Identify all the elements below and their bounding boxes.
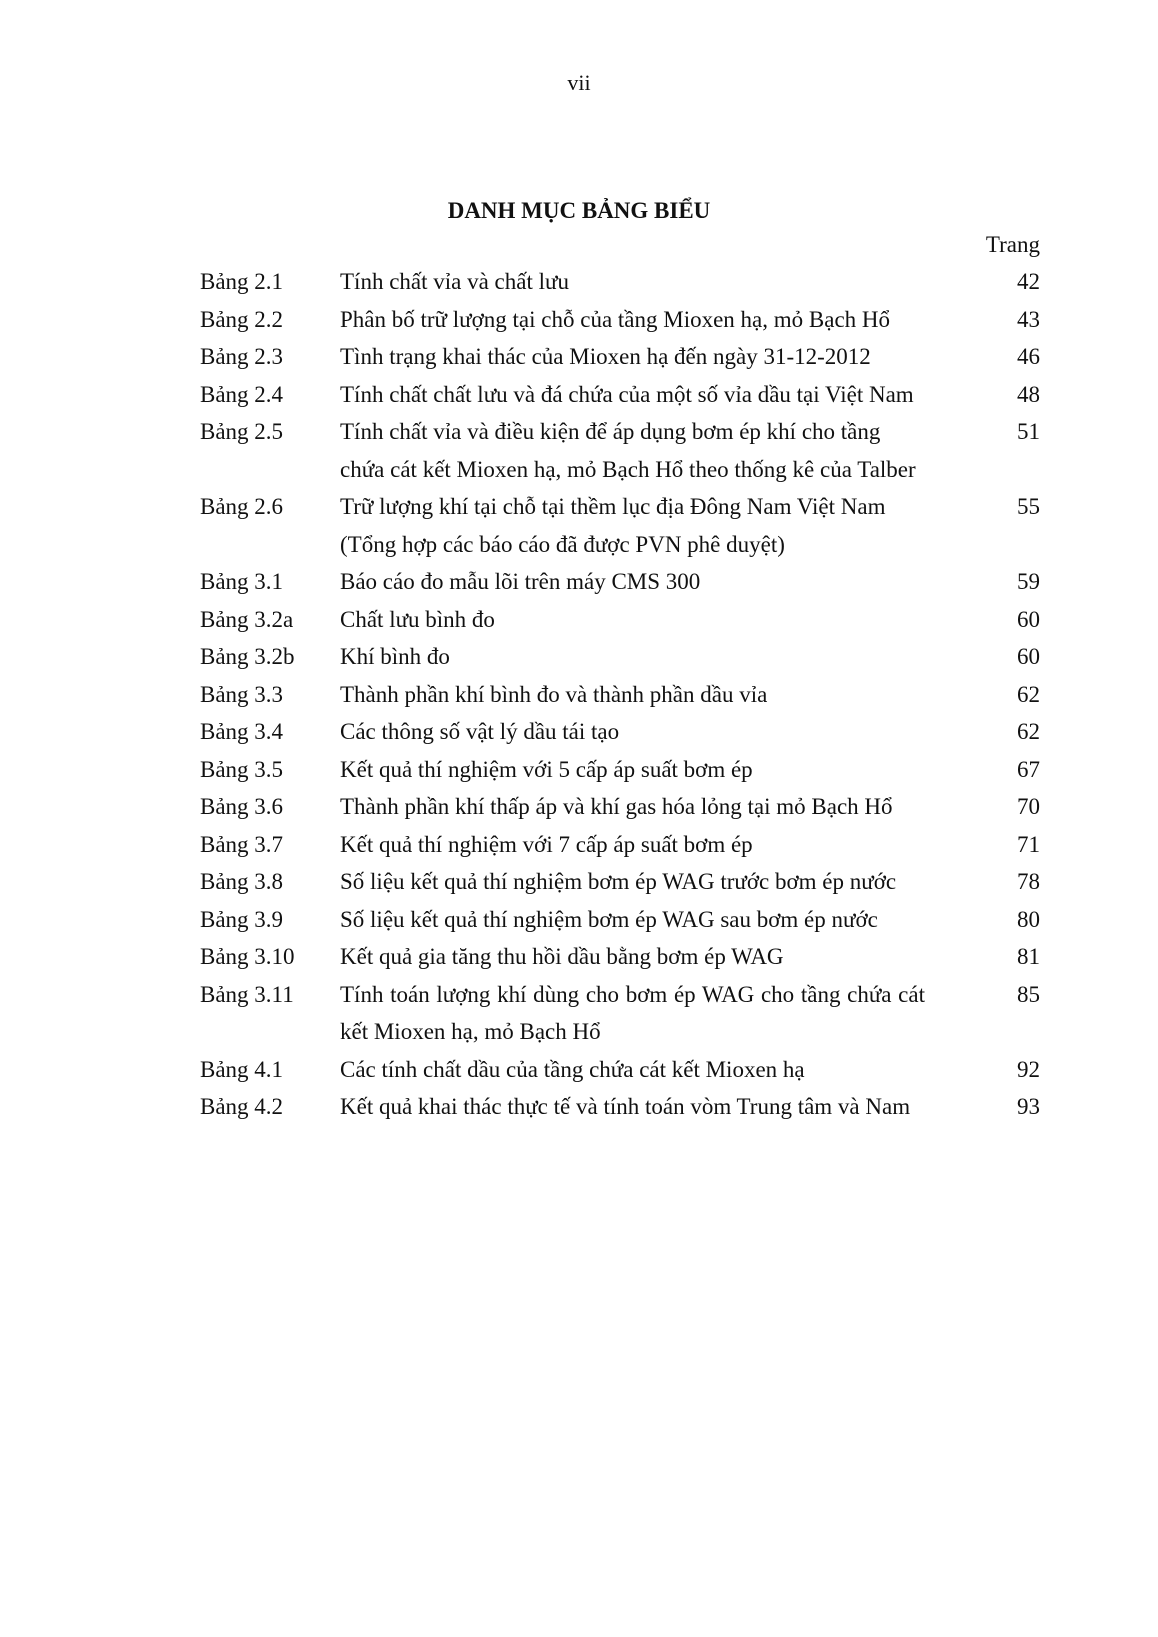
table-label: Bảng 2.2 — [200, 306, 284, 332]
list-item — [200, 601, 1040, 639]
table-label: Bảng 2.5 — [200, 419, 284, 444]
list-item — [200, 713, 1040, 751]
table-label: Bảng 3.10 — [200, 944, 295, 969]
list-item — [200, 413, 1040, 488]
table-caption: Kết quả thí nghiệm với 5 cấp áp suất bơm ép — [340, 756, 753, 782]
table-caption: Báo cáo đo mẫu lõi trên máy CMS 300 — [340, 569, 701, 594]
table-caption: Các thông số vật lý dầu tái tạo — [340, 719, 620, 744]
table-label: Bảng 2.1 — [200, 269, 284, 294]
list-item — [200, 1051, 1040, 1089]
page-ref: 80 — [1017, 906, 1040, 932]
table-caption: Chất lưu bình đo — [340, 606, 495, 632]
list-item — [200, 751, 1040, 789]
list-item — [200, 488, 1040, 563]
table-label: Bảng 4.1 — [200, 1056, 284, 1082]
table-caption: Thành phần khí bình đo và thành phần dầu vỉa — [340, 681, 768, 707]
table-label: Bảng 3.1 — [200, 569, 284, 594]
table-caption: Thành phần khí thấp áp và khí gas hóa lỏng tại mỏ Bạch Hổ — [340, 794, 893, 819]
table-caption: Trữ lượng khí tại chỗ tại thềm lục địa Đông Nam Việt Nam (Tổng hợp các báo cáo đã được PVN phê duyệt) — [340, 494, 886, 557]
table-caption: Phân bố trữ lượng tại chỗ của tầng Mioxen hạ, mỏ Bạch Hổ — [340, 306, 891, 332]
table-caption: Tình trạng khai thác của Mioxen hạ đến ngày 31-12-2012 — [340, 344, 871, 369]
page-ref: 85 — [1017, 981, 1040, 1007]
list-item — [200, 338, 1040, 376]
table-label: Bảng 3.7 — [200, 831, 284, 857]
list-item — [200, 676, 1040, 714]
page-ref: 59 — [1017, 569, 1040, 594]
table-label: Bảng 3.9 — [200, 906, 284, 932]
list-item — [200, 788, 1040, 826]
page-ref: 46 — [1017, 344, 1040, 369]
page-ref: 81 — [1017, 944, 1040, 969]
page-ref: 71 — [1017, 831, 1040, 857]
table-caption: Tính chất vỉa và điều kiện để áp dụng bơm ép khí cho tầng chứa cát kết Mioxen hạ, mỏ Bạch Hổ theo thống kê của Talber — [340, 419, 916, 482]
table-label: Bảng 3.5 — [200, 756, 284, 782]
page-column-label: Trang — [985, 232, 1040, 257]
table-label: Bảng 4.2 — [200, 1094, 284, 1119]
table-list — [200, 263, 1040, 1126]
table-label: Bảng 3.8 — [200, 869, 284, 894]
table-label: Bảng 3.2b — [200, 644, 295, 669]
list-item — [200, 1088, 1040, 1126]
list-item — [200, 376, 1040, 414]
page-number: vii — [567, 70, 591, 95]
page-ref: 92 — [1017, 1056, 1040, 1082]
table-label: Bảng 3.6 — [200, 794, 284, 819]
table-caption: Khí bình đo — [340, 644, 450, 669]
page-ref: 62 — [1017, 681, 1040, 707]
list-item — [200, 826, 1040, 864]
page-ref: 43 — [1017, 306, 1040, 332]
table-caption: Kết quả gia tăng thu hồi dầu bằng bơm ép WAG — [340, 944, 784, 969]
table-caption: Kết quả thí nghiệm với 7 cấp áp suất bơm ép — [340, 831, 753, 857]
page-ref: 70 — [1017, 794, 1040, 819]
table-caption: Số liệu kết quả thí nghiệm bơm ép WAG trước bơm ép nước — [340, 869, 897, 894]
table-caption: Tính chất vỉa và chất lưu — [340, 269, 569, 294]
list-item — [200, 563, 1040, 601]
table-label: Bảng 3.3 — [200, 681, 284, 707]
table-caption: Các tính chất dầu của tầng chứa cát kết Mioxen hạ — [340, 1056, 805, 1082]
table-caption: Số liệu kết quả thí nghiệm bơm ép WAG sau bơm ép nước — [340, 906, 878, 932]
table-caption: Tính chất chất lưu và đá chứa của một số vỉa dầu tại Việt Nam — [340, 381, 914, 407]
page-ref: 42 — [1017, 269, 1040, 294]
list-item — [200, 901, 1040, 939]
table-label: Bảng 2.6 — [200, 494, 284, 519]
table-label: Bảng 2.3 — [200, 344, 284, 369]
page-title: DANH MỤC BẢNG BIỂU — [447, 198, 711, 223]
page-ref: 60 — [1017, 644, 1040, 669]
list-item — [200, 638, 1040, 676]
page-ref: 62 — [1017, 719, 1040, 744]
table-label: Bảng 2.4 — [200, 381, 284, 407]
table-label: Bảng 3.4 — [200, 719, 284, 744]
page-ref: 51 — [1017, 419, 1040, 444]
list-item — [200, 976, 1040, 1051]
page-ref: 48 — [1017, 381, 1040, 407]
table-label: Bảng 3.11 — [200, 981, 294, 1007]
page-ref: 93 — [1017, 1094, 1040, 1119]
table-label: Bảng 3.2a — [200, 606, 294, 632]
page-ref: 78 — [1017, 869, 1040, 894]
page-ref: 55 — [1017, 494, 1040, 519]
list-item — [200, 938, 1040, 976]
table-caption: Kết quả khai thác thực tế và tính toán vòm Trung tâm và Nam — [340, 1094, 911, 1119]
table-caption: Tính toán lượng khí dùng cho bơm ép WAG cho tầng chứa cát kết Mioxen hạ, mỏ Bạch Hổ — [340, 981, 925, 1044]
list-item — [200, 863, 1040, 901]
page-ref: 60 — [1017, 606, 1040, 632]
list-item — [200, 301, 1040, 339]
list-item — [200, 263, 1040, 301]
page-ref: 67 — [1017, 756, 1040, 782]
